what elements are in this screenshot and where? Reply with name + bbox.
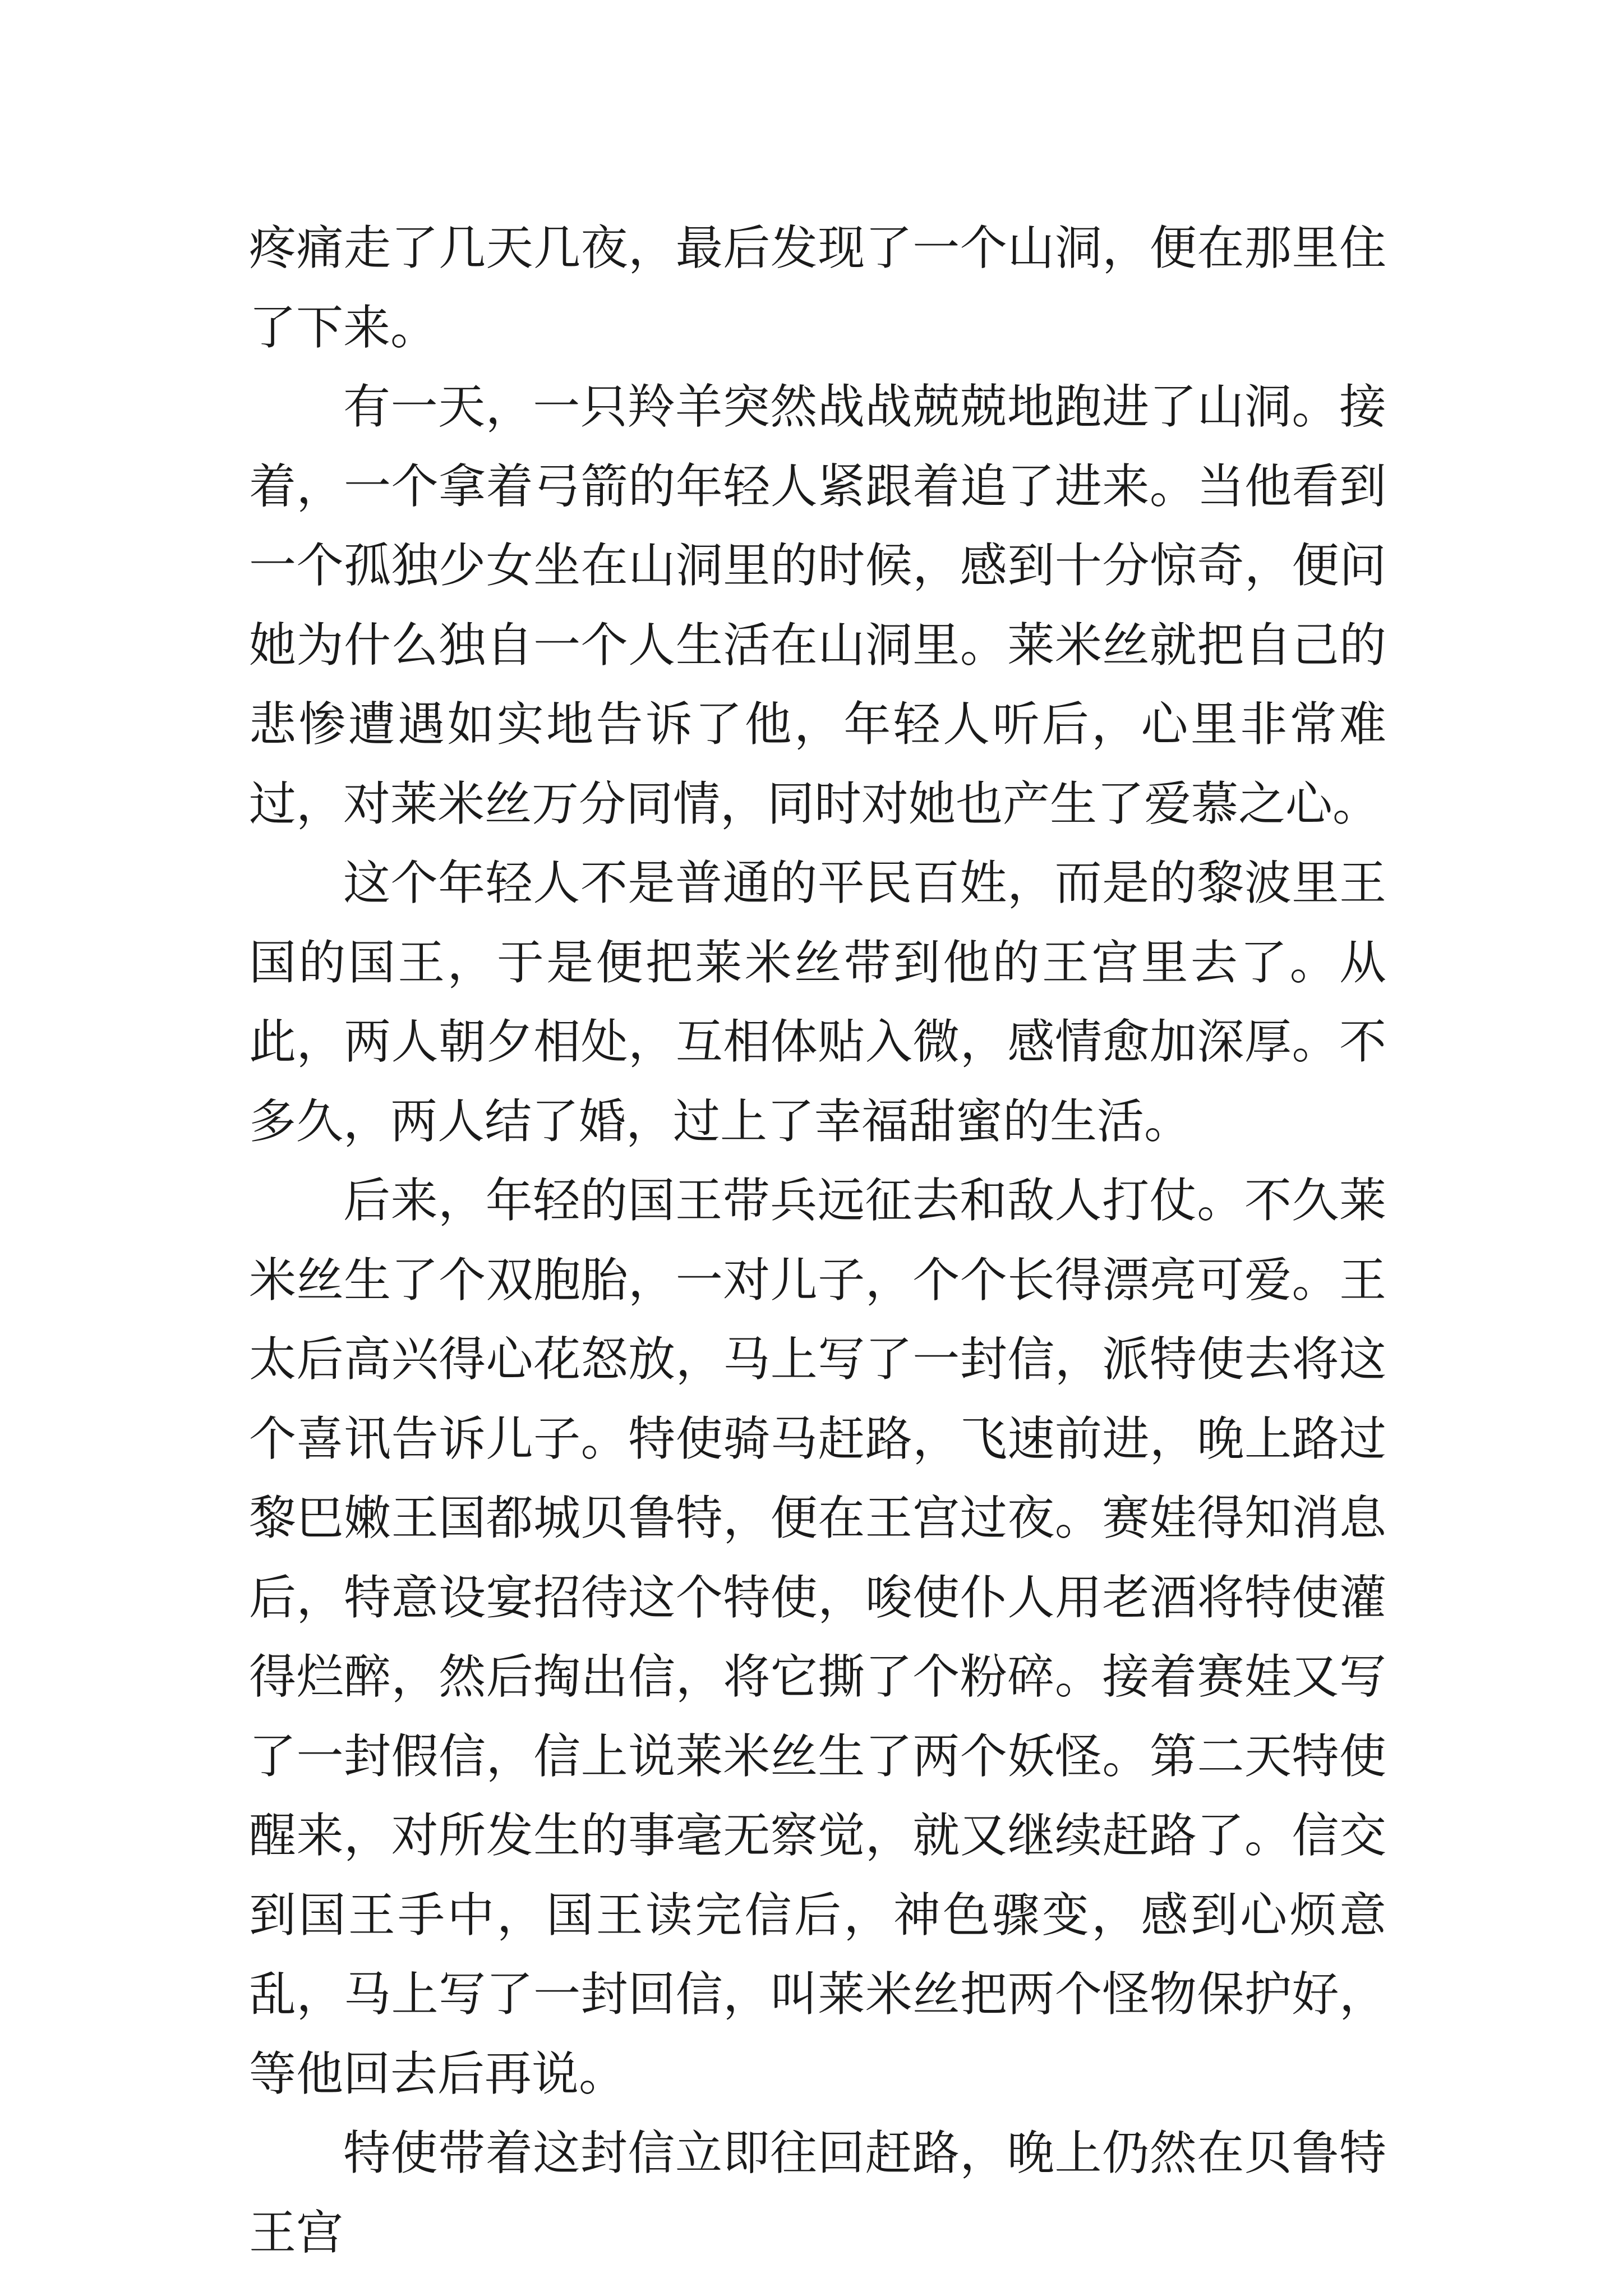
paragraph-1: 疼痛走了几天几夜，最后发现了一个山洞，便在那里住了下来。 xyxy=(249,220,1386,355)
paragraph-3: 这个年轻人不是普通的平民百姓，而是的黎波里王国的国王，于是便把莱米丝带到他的王宫里去了。从此，两人朝夕相处，互相体贴入微，感情愈加深厚。不多久，两人结了婚，过上了幸福甜蜜的生活。 xyxy=(249,855,1386,1149)
paragraph-5: 特使带着这封信立即往回赶路，晚上仍然在贝鲁特王宫 xyxy=(249,2125,1386,2260)
paragraph-2: 有一天，一只羚羊突然战战兢兢地跑进了山洞。接着，一个拿着弓箭的年轻人紧跟着追了进来。当他看到一个孤独少女坐在山洞里的时候，感到十分惊奇，便问她为什么独自一个人生活在山洞里。莱米丝就把自己的悲惨遭遇如实地告诉了他，年轻人听后，心里非常难过，对莱米丝万分同情，同时对她也产生了爱慕之心。 xyxy=(249,379,1386,831)
body-text xyxy=(249,209,1386,2272)
paragraph-4: 后来，年轻的国王带兵远征去和敌人打仗。不久莱米丝生了个双胞胎，一对儿子，个个长得漂亮可爱。王太后高兴得心花怒放，马上写了一封信，派特使去将这个喜讯告诉儿子。特使骑马赶路，飞速前进，晚上路过黎巴嫩王国都城贝鲁特，便在王宫过夜。赛娃得知消息后，特意设宴招待这个特使，唆使仆人用老酒将特使灌得烂醉，然后掏出信，将它撕了个粉碎。接着赛娃又写了一封假信，信上说莱米丝生了两个妖怪。第二天特使醒来，对所发生的事毫无察觉，就又继续赶路了。信交到国王手中，国王读完信后，神色骤变，感到心烦意乱，马上写了一封回信，叫莱米丝把两个怪物保护好，等他回去后再说。 xyxy=(249,1173,1386,2101)
